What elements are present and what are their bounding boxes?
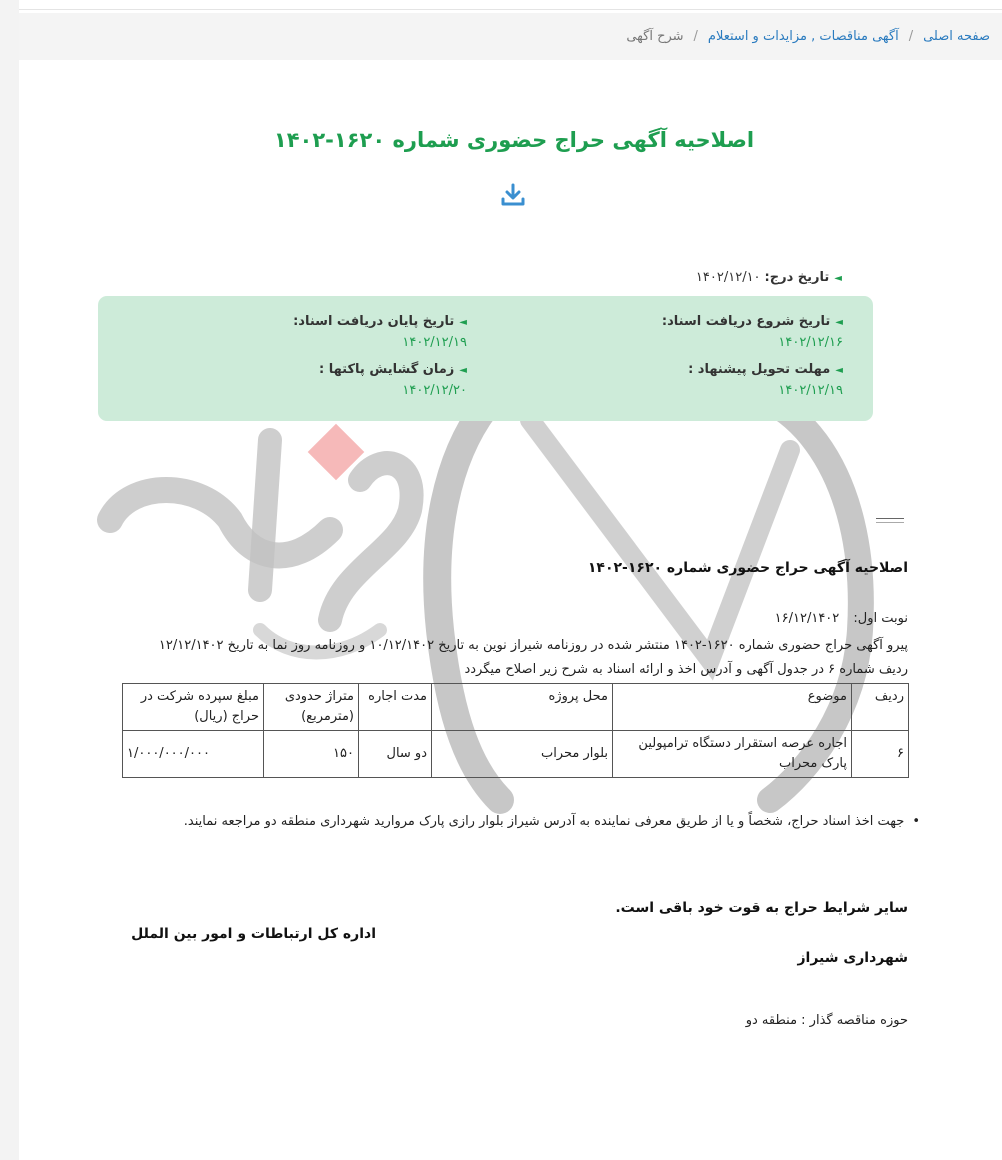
breadcrumb-separator: / xyxy=(908,29,914,44)
docs-end-value: ۱۴۰۲/۱۲/۱۹ xyxy=(402,335,467,350)
table-row xyxy=(123,731,909,778)
insert-date xyxy=(696,270,842,285)
bullet-triangle-icon: ◄ xyxy=(835,317,843,328)
bullet-triangle-icon: ◄ xyxy=(834,273,842,284)
deadline-label: مهلت تحویل پیشنهاد : xyxy=(688,362,831,377)
table-cell: دو سال xyxy=(359,731,432,778)
docs-end-field xyxy=(293,314,467,350)
table-header-cell: ردیف xyxy=(852,684,909,731)
table-header-cell: مدت اجاره xyxy=(359,684,432,731)
table-header-row xyxy=(123,684,909,731)
opening-label: زمان گشایش پاکتها : xyxy=(318,362,455,377)
bullet-triangle-icon: ◄ xyxy=(459,317,467,328)
breadcrumb-section-link[interactable]: آگهی مناقصات , مزایدات و استعلام xyxy=(707,29,899,44)
first-round-label: نوبت اول: xyxy=(853,611,908,626)
top-border xyxy=(0,9,1002,10)
department-name: اداره کل ارتباطات و امور بین الملل xyxy=(131,926,376,942)
opening-value: ۱۴۰۲/۱۲/۲۰ xyxy=(402,383,467,398)
other-terms: سایر شرایط حراج به قوت خود باقی است. xyxy=(615,900,908,916)
table-header-cell: موضوع xyxy=(613,684,852,731)
table-cell: بلوار محراب xyxy=(432,731,613,778)
table-cell: اجاره عرصه استقرار دستگاه ترامپولین پارک محراب xyxy=(613,731,852,778)
bullet-note-text: جهت اخذ اسناد حراج، شخصاً و یا از طریق معرفی نماینده به آدرس شیراز بلوار رازی پارک مروارید شهرداری منطقه دو مراجعه نمایند. xyxy=(183,814,905,829)
table-cell: ۶ xyxy=(852,731,909,778)
divider xyxy=(876,518,904,523)
dates-panel xyxy=(98,296,873,421)
table-cell: ۱/۰۰۰/۰۰۰/۰۰۰ xyxy=(123,731,264,778)
tender-zone: حوزه مناقصه گذار : منطقه دو xyxy=(745,1013,908,1028)
opening-field xyxy=(319,362,467,398)
first-round xyxy=(775,611,908,626)
docs-start-value: ۱۴۰۲/۱۲/۱۶ xyxy=(778,335,843,350)
bullet-dot-icon: • xyxy=(912,814,920,829)
deadline-value: ۱۴۰۲/۱۲/۱۹ xyxy=(778,383,843,398)
municipality-name: شهرداری شیراز xyxy=(797,950,908,966)
notice-paragraph xyxy=(108,634,908,682)
table-header-cell: متراژ حدودی (مترمربع) xyxy=(264,684,359,731)
page-title: اصلاحیه آگهی حراج حضوری شماره ۱۶۲۰-۱۴۰۲ xyxy=(273,128,755,152)
paragraph-line-1: پیرو آگهی حراج حضوری شماره ۱۶۲۰-۱۴۰۲ منتشر شده در روزنامه شیراز نوین به تاریخ ۱۰/۱۲/۱۴۰۲ و روزنامه روز نما به تاریخ ۱۲/۱۲/۱۴۰۲ xyxy=(158,638,908,653)
download-icon[interactable] xyxy=(500,182,526,208)
breadcrumb-home-link[interactable]: صفحه اصلی xyxy=(923,29,990,44)
breadcrumb-current: شرح آگهی xyxy=(626,29,684,44)
docs-start-label: تاریخ شروع دریافت اسناد: xyxy=(661,314,831,329)
insert-date-value: ۱۴۰۲/۱۲/۱۰ xyxy=(695,270,761,285)
bullet-triangle-icon: ◄ xyxy=(835,365,843,376)
deadline-field xyxy=(688,362,843,398)
docs-end-label: تاریخ پایان دریافت اسناد: xyxy=(293,314,455,329)
docs-start-field xyxy=(662,314,843,350)
first-round-value: ۱۶/۱۲/۱۴۰۲ xyxy=(774,611,840,626)
table-cell: ۱۵۰ xyxy=(264,731,359,778)
paragraph-line-2: ردیف شماره ۶ در جدول آگهی و آدرس اخذ و ارائه اسناد به شرح زیر اصلاح میگردد xyxy=(464,662,908,677)
table-header-cell: محل پروژه xyxy=(432,684,613,731)
breadcrumb xyxy=(19,13,1002,60)
bullet-triangle-icon: ◄ xyxy=(459,365,467,376)
left-gutter xyxy=(0,0,19,1160)
table-header-cell: مبلغ سپرده شرکت در حراج (ریال) xyxy=(123,684,264,731)
bullet-note xyxy=(184,814,920,829)
breadcrumb-separator: / xyxy=(693,29,698,44)
auction-table xyxy=(122,683,909,778)
insert-date-label: تاریخ درج: xyxy=(764,270,830,285)
notice-subtitle: اصلاحیه آگهی حراج حضوری شماره ۱۶۲۰-۱۴۰۲ xyxy=(587,560,908,576)
